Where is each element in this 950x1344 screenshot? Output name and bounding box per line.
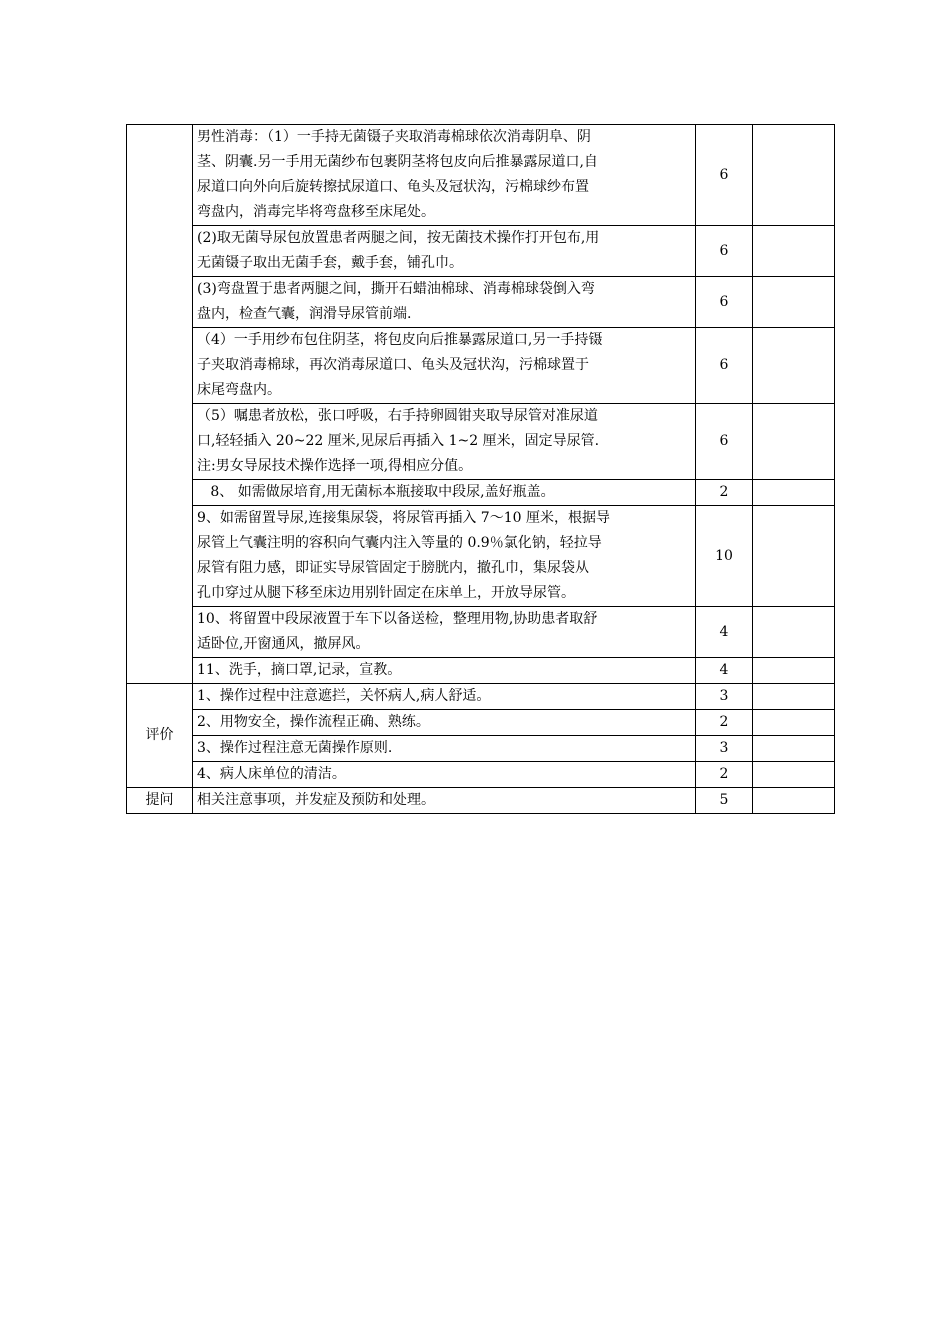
table-row — [127, 404, 835, 480]
actual-score-cell — [753, 710, 835, 736]
score-cell: 2 — [696, 762, 753, 788]
text-line: 尿管有阻力感，即证实导尿管固定于膀胱内，撤孔巾，集尿袋从 — [197, 560, 589, 576]
text-line: 尿管上气囊注明的容积向气囊内注入等量的 0.9％氯化钠，轻拉导 — [197, 535, 602, 551]
step-description — [193, 506, 696, 607]
text-line: 无菌镊子取出无菌手套，戴手套，铺孔巾。 — [197, 255, 463, 271]
step-description — [193, 277, 696, 328]
score-cell: 10 — [696, 506, 753, 607]
score-cell: 4 — [696, 658, 753, 684]
question-item: 相关注意事项，并发症及预防和处理。 — [193, 788, 696, 814]
table-row — [127, 710, 835, 736]
text-line: (2)取无菌导尿包放置患者两腿之间，按无菌技术操作打开包布,用 — [197, 230, 600, 246]
text-line: 盘内，检查气囊，润滑导尿管前端. — [197, 306, 412, 322]
table-row — [127, 480, 835, 506]
text-line: (3)弯盘置于患者两腿之间，撕开石蜡油棉球、消毒棉球袋倒入弯 — [197, 281, 595, 297]
text-line: （4）一手用纱布包住阴茎，将包皮向后推暴露尿道口,另一手持镊 — [197, 332, 603, 348]
score-cell: 3 — [696, 736, 753, 762]
score-cell: 6 — [696, 277, 753, 328]
score-cell: 2 — [696, 480, 753, 506]
text-line: （5）嘱患者放松，张口呼吸，右手持卵圆钳夹取导尿管对准尿道 — [197, 408, 598, 424]
table-row — [127, 226, 835, 277]
text-line: 口,轻轻插入 20~22 厘米,见尿后再插入 1~2 厘米，固定导尿管. — [197, 433, 600, 449]
actual-score-cell — [753, 125, 835, 226]
score-cell: 3 — [696, 684, 753, 710]
actual-score-cell — [753, 684, 835, 710]
score-cell: 6 — [696, 125, 753, 226]
text-line: 11、洗手，摘口罩,记录，宣教。 — [197, 662, 402, 678]
actual-score-cell — [753, 736, 835, 762]
evaluation-item: 3、操作过程注意无菌操作原则. — [193, 736, 696, 762]
table-row — [127, 506, 835, 607]
score-cell: 2 — [696, 710, 753, 736]
text-line: 床尾弯盘内。 — [197, 382, 281, 398]
evaluation-item: 2、用物安全，操作流程正确、熟练。 — [193, 710, 696, 736]
step-description — [193, 404, 696, 480]
text-line: 子夹取消毒棉球，再次消毒尿道口、龟头及冠状沟，污棉球置于 — [197, 357, 589, 373]
step-description — [193, 226, 696, 277]
section-label-evaluation: 评价 — [127, 684, 193, 788]
evaluation-item: 1、操作过程中注意遮拦，关怀病人,病人舒适。 — [193, 684, 696, 710]
score-cell: 6 — [696, 226, 753, 277]
text-line: 9、如需留置导尿,连接集尿袋，将尿管再插入 7～10 厘米，根据导 — [197, 510, 610, 526]
text-line: 适卧位,开窗通风，撤屏风。 — [197, 636, 370, 652]
text-line: 8、 如需做尿培育,用无菌标本瓶接取中段尿,盖好瓶盖。 — [197, 484, 555, 500]
text-line: 茎、阴囊.另一手用无菌纱布包裹阴茎将包皮向后推暴露尿道口,自 — [197, 154, 598, 170]
step-description — [193, 607, 696, 658]
actual-score-cell — [753, 328, 835, 404]
scoring-table — [126, 124, 835, 814]
actual-score-cell — [753, 762, 835, 788]
text-line: 孔巾穿过从腿下移至床边用别针固定在床单上，开放导尿管。 — [197, 585, 575, 601]
table-row — [127, 658, 835, 684]
section-label-question: 提问 — [127, 788, 193, 814]
score-cell: 6 — [696, 404, 753, 480]
step-description — [193, 328, 696, 404]
actual-score-cell — [753, 277, 835, 328]
actual-score-cell — [753, 226, 835, 277]
actual-score-cell — [753, 506, 835, 607]
actual-score-cell — [753, 480, 835, 506]
actual-score-cell — [753, 607, 835, 658]
table-row — [127, 684, 835, 710]
score-cell: 6 — [696, 328, 753, 404]
step-description — [193, 658, 696, 684]
step-description — [193, 125, 696, 226]
score-cell: 4 — [696, 607, 753, 658]
actual-score-cell — [753, 404, 835, 480]
actual-score-cell — [753, 788, 835, 814]
text-line: 尿道口向外向后旋转擦拭尿道口、龟头及冠状沟，污棉球纱布置 — [197, 179, 589, 195]
table-row — [127, 277, 835, 328]
score-cell: 5 — [696, 788, 753, 814]
table-row — [127, 328, 835, 404]
text-line: 注:男女导尿技术操作选择一项,得相应分值。 — [197, 458, 473, 474]
text-line: 10、将留置中段尿液置于车下以备送检，整理用物,协助患者取舒 — [197, 611, 598, 627]
actual-score-cell — [753, 658, 835, 684]
text-line: 男性消毒：（1）一手持无菌镊子夹取消毒棉球依次消毒阴阜、阴 — [197, 129, 591, 145]
evaluation-item: 4、病人床单位的清洁。 — [193, 762, 696, 788]
table-row — [127, 607, 835, 658]
table-row — [127, 736, 835, 762]
step-description — [193, 480, 696, 506]
table-row — [127, 125, 835, 226]
text-line: 弯盘内，消毒完毕将弯盘移至床尾处。 — [197, 204, 435, 220]
table-row — [127, 762, 835, 788]
table-row — [127, 788, 835, 814]
section-cell-empty — [127, 125, 193, 684]
